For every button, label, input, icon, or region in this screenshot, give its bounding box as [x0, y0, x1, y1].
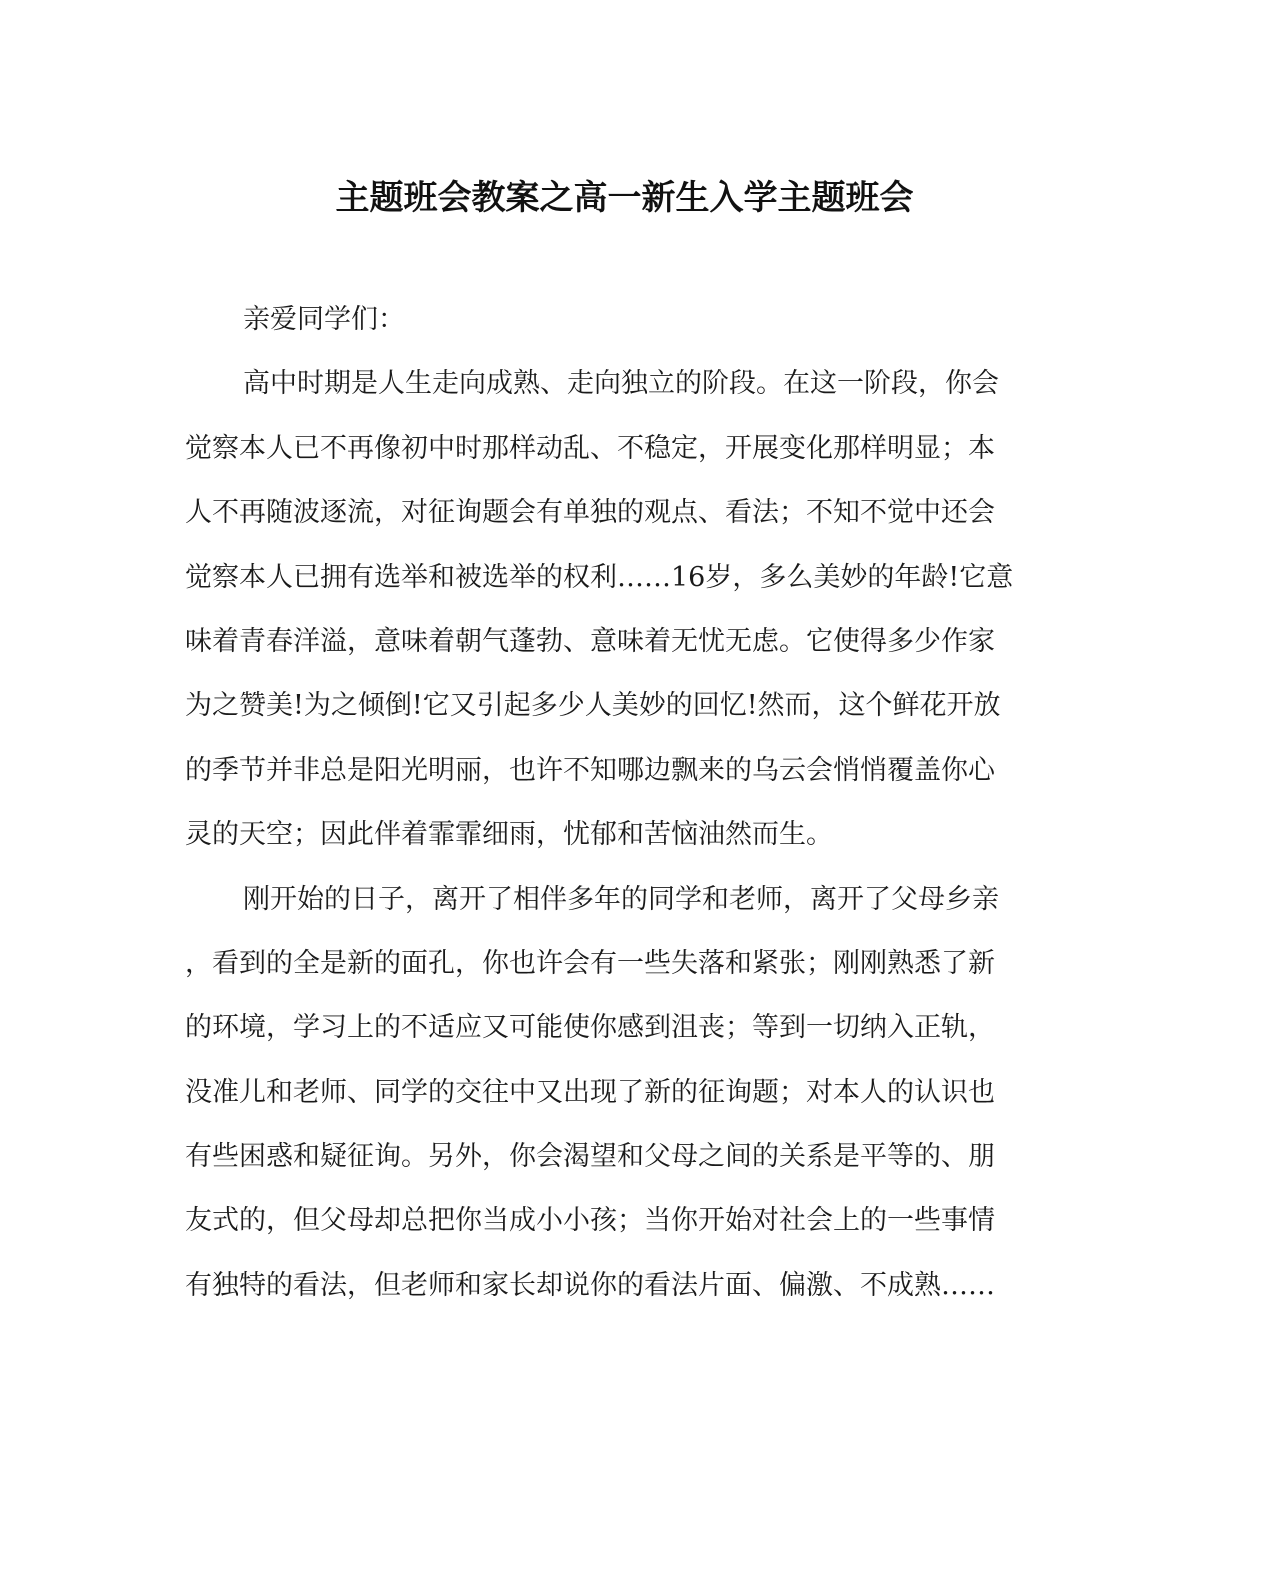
paragraph-line: 为之赞美!为之倾倒!它又引起多少人美妙的回忆!然而，这个鲜花开放 [185, 690, 1001, 722]
paragraph-line: 人不再随波逐流，对征询题会有单独的观点、看法；不知不觉中还会 [185, 497, 995, 529]
paragraph-line: 觉察本人已拥有选举和被选举的权利……16岁，多么美妙的年龄!它意 [185, 561, 1014, 593]
paragraph-line: 灵的天空；因此伴着霏霏细雨，忧郁和苦恼油然而生。 [185, 819, 833, 851]
paragraph-line: 友式的，但父母却总把你当成小小孩；当你开始对社会上的一些事情 [185, 1205, 995, 1237]
paragraph-line: 的季节并非总是阳光明丽，也许不知哪边飘来的乌云会悄悄覆盖你心 [185, 754, 995, 786]
paragraph-line: 的环境，学习上的不适应又可能使你感到沮丧；等到一切纳入正轨， [185, 1012, 995, 1044]
paragraph-line: ，看到的全是新的面孔，你也许会有一些失落和紧张；刚刚熟悉了新 [185, 947, 995, 979]
paragraph-line: 味着青春洋溢，意味着朝气蓬勃、意味着无忧无虑。它使得多少作家 [185, 625, 995, 657]
paragraph-line: 觉察本人已不再像初中时那样动乱、不稳定，开展变化那样明显；本 [185, 432, 995, 464]
paragraph-line: 没准儿和老师、同学的交往中又出现了新的征询题；对本人的认识也 [185, 1076, 995, 1108]
paragraph-line: 有些困惑和疑征询。另外，你会渴望和父母之间的关系是平等的、朋 [185, 1141, 995, 1173]
document-body [185, 288, 1065, 1318]
document-title: 主题班会教案之高一新生入学主题班会 [335, 178, 914, 218]
paragraph-line: 有独特的看法，但老师和家长却说你的看法片面、偏激、不成熟…… [185, 1269, 995, 1301]
paragraph-line: 高中时期是人生走向成熟、走向独立的阶段。在这一阶段，你会 [243, 368, 999, 400]
salutation-line: 亲爱同学们： [243, 304, 405, 335]
paragraph-line: 刚开始的日子，离开了相伴多年的同学和老师，离开了父母乡亲 [243, 883, 999, 915]
